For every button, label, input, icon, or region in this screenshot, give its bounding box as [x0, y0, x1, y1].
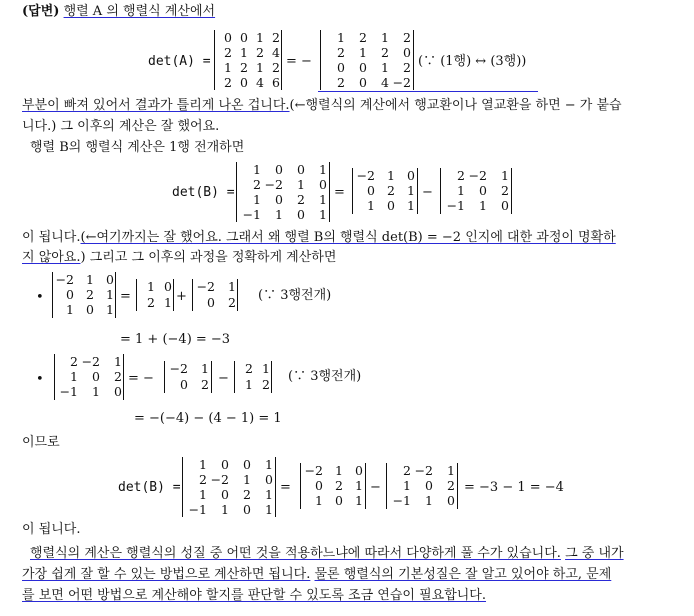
- matrix-entry: 0: [359, 74, 367, 90]
- detA-mid: = −: [286, 54, 312, 69]
- matrix-entry: 0: [447, 493, 455, 509]
- matrix-entry: 0: [86, 302, 94, 318]
- matrix-entry: 1: [199, 486, 207, 502]
- matrix-entry: −2: [356, 167, 375, 183]
- comment2-note: (←여기까지는 잘 했어요. 그래서 왜 행렬 B의 행렬식 det(B) = −2 인지에 대한 과정이 명확하: [80, 230, 616, 245]
- matrix-entry: 4: [272, 44, 280, 60]
- detA-matrix-2: [320, 30, 414, 90]
- matrix-entry: 1: [256, 59, 264, 75]
- matrix-entry: 1: [381, 59, 389, 75]
- matrix-entry: 0: [367, 183, 375, 198]
- closing-line1b: 그 중 내가: [565, 546, 624, 561]
- matrix-entry: 1: [425, 493, 433, 509]
- closing-line3: 를 보면 어떤 방법으로 계산해야 할지를 판단할 수 있도록 조금 연습이 필요합니다.: [22, 588, 487, 603]
- matrix-entry: 0: [479, 183, 487, 198]
- matrix-entry: 1: [319, 161, 327, 177]
- step1-minor-a: [136, 279, 174, 311]
- matrix-entry: 2: [147, 295, 155, 310]
- matrix-entry: 2: [501, 183, 509, 198]
- matrix-entry: −2: [264, 176, 283, 192]
- matrix-entry: 1: [253, 191, 261, 207]
- matrix-entry: 0: [221, 486, 229, 502]
- matrix-entry: 1: [355, 478, 363, 493]
- matrix-entry: 0: [407, 167, 415, 183]
- final-minus: −: [370, 480, 381, 495]
- matrix-entry: 0: [180, 377, 188, 392]
- matrix-entry: 1: [407, 183, 415, 198]
- matrix-entry: 0: [164, 279, 172, 294]
- closing-line1a: 행렬식의 계산은 행렬식의 성질 중 어떤 것을 적용하느냐에 따라서 다양하게 풀 수가 있습니다.: [30, 546, 561, 561]
- matrix-entry: 1: [253, 161, 261, 177]
- matrix-entry: 0: [337, 59, 345, 75]
- matrix-entry: 1: [66, 302, 74, 318]
- matrix-entry: 1: [92, 384, 100, 400]
- matrix-entry: 4: [256, 74, 264, 90]
- closing-line2a: 가장 쉽게 잘 할 수 있는 방법으로 계산하면 됩니다.: [22, 567, 311, 582]
- matrix-entry: 2: [224, 74, 232, 90]
- matrix-entry: 0: [66, 287, 74, 302]
- matrix-entry: 2: [199, 471, 207, 487]
- matrix-entry: 1: [297, 176, 305, 192]
- step2-note: (∵ 3행전개): [288, 369, 362, 384]
- matrix-entry: 1: [479, 198, 487, 214]
- matrix-entry: 2: [272, 29, 280, 45]
- matrix-entry: −2: [210, 471, 229, 487]
- final-result: = −3 − 1 = −4: [464, 480, 564, 495]
- step2-minor-b: [234, 361, 272, 393]
- matrix-entry: −1: [59, 384, 78, 400]
- matrix-entry: 0: [240, 74, 248, 90]
- matrix-entry: −2: [169, 361, 188, 376]
- matrix-entry: 1: [265, 456, 273, 472]
- matrix-entry: 1: [319, 206, 327, 222]
- matrix-entry: 2: [359, 29, 367, 45]
- intro-text: 행렬 A 의 행렬식 계산에서: [63, 4, 216, 19]
- matrix-entry: 1: [407, 198, 415, 214]
- matrix-entry: 0: [207, 295, 215, 310]
- matrix-entry: 1: [106, 302, 114, 318]
- matrix-entry: 2: [224, 44, 232, 60]
- matrix-entry: 1: [337, 29, 345, 45]
- matrix-entry: 0: [243, 456, 251, 472]
- matrix-entry: 2: [70, 353, 78, 369]
- final-sub-1: [300, 463, 366, 509]
- matrix-entry: 2: [447, 478, 455, 493]
- after-text: 이 됩니다.: [22, 522, 81, 537]
- matrix-entry: −2: [81, 353, 100, 369]
- matrix-entry: 2: [253, 176, 261, 192]
- matrix-entry: 0: [243, 501, 251, 517]
- matrix-entry: −2: [55, 271, 74, 287]
- matrix-entry: −2: [414, 462, 433, 478]
- detA-underline: [318, 91, 538, 92]
- matrix-entry: 0: [265, 471, 273, 487]
- matrix-entry: 1: [245, 377, 253, 392]
- final-matrix: [182, 457, 276, 517]
- matrix-entry: 1: [315, 493, 323, 509]
- matrix-entry: 2: [337, 74, 345, 90]
- detB-matrix: [236, 162, 330, 222]
- matrix-entry: 2: [337, 44, 345, 60]
- matrix-entry: 1: [275, 206, 283, 222]
- bullet-2: •: [36, 372, 44, 387]
- matrix-entry: 2: [245, 361, 253, 376]
- matrix-entry: 1: [243, 471, 251, 487]
- matrix-entry: −1: [188, 501, 207, 517]
- matrix-entry: 0: [106, 271, 114, 287]
- matrix-entry: 0: [221, 456, 229, 472]
- comment1-line2: 니다.) 그 이후의 계산은 잘 했어요.: [22, 119, 220, 134]
- matrix-entry: 0: [224, 29, 232, 45]
- matrix-entry: 2: [262, 377, 270, 392]
- final-eq: =: [280, 480, 291, 495]
- comment2-cont: ) 그리고 그 이후의 과정을 정확하게 계산하면: [80, 250, 337, 265]
- matrix-entry: 1: [240, 44, 248, 60]
- matrix-entry: 1: [114, 353, 122, 369]
- matrix-entry: 1: [86, 271, 94, 287]
- matrix-entry: −2: [196, 279, 215, 294]
- matrix-entry: −2: [304, 462, 323, 478]
- step1-plus: +: [176, 289, 187, 304]
- step1-result: = 1 + (−4) = −3: [120, 332, 231, 347]
- matrix-entry: 1: [256, 29, 264, 45]
- matrix-entry: 1: [164, 295, 172, 310]
- matrix-entry: 1: [457, 183, 465, 198]
- matrix-entry: 2: [86, 287, 94, 302]
- matrix-entry: 2: [457, 167, 465, 183]
- matrix-entry: 1: [335, 462, 343, 478]
- matrix-entry: 1: [228, 279, 236, 294]
- matrix-entry: 2: [201, 377, 209, 392]
- matrix-entry: 2: [243, 486, 251, 502]
- matrix-entry: 1: [319, 191, 327, 207]
- matrix-entry: 1: [367, 198, 375, 214]
- matrix-entry: 2: [403, 29, 411, 45]
- matrix-entry: −2: [468, 167, 487, 183]
- matrix-entry: 0: [335, 493, 343, 509]
- matrix-entry: 1: [221, 501, 229, 517]
- detA-lhs: det(A) =: [148, 54, 211, 69]
- matrix-entry: 1: [265, 501, 273, 517]
- answer-label: (답변): [22, 4, 60, 19]
- comment1-main: 부분이 빠져 있어서 결과가 틀리게 나온 겁니다.: [22, 98, 290, 113]
- matrix-entry: 0: [297, 161, 305, 177]
- matrix-entry: 0: [501, 198, 509, 214]
- comment1-note: (←행렬식의 계산에서 행교환이나 열교환을 하면 − 가 붙습: [289, 98, 622, 113]
- matrix-entry: 1: [201, 361, 209, 376]
- therefore-text: 이므로: [22, 435, 60, 450]
- detB-lhs: det(B) =: [172, 185, 235, 200]
- matrix-entry: 0: [359, 59, 367, 75]
- matrix-entry: 1: [70, 369, 78, 384]
- matrix-entry: 4: [381, 74, 389, 90]
- step1-matrix: [52, 272, 116, 318]
- detB-sub-1: [352, 168, 418, 214]
- matrix-entry: 1: [381, 29, 389, 45]
- step1-note: (∵ 3행전개): [258, 288, 332, 303]
- matrix-entry: 2: [272, 59, 280, 75]
- matrix-entry: 0: [355, 462, 363, 478]
- matrix-entry: 0: [403, 44, 411, 60]
- matrix-entry: 0: [240, 29, 248, 45]
- detB-sub-2: [440, 168, 512, 214]
- matrix-entry: 0: [315, 478, 323, 493]
- matrix-entry: 0: [387, 198, 395, 214]
- matrix-entry: 1: [265, 486, 273, 502]
- matrix-entry: 2: [335, 478, 343, 493]
- matrix-entry: 0: [297, 206, 305, 222]
- matrix-entry: 6: [272, 74, 280, 90]
- matrix-entry: 1: [355, 493, 363, 509]
- matrix-entry: 2: [387, 183, 395, 198]
- matrix-entry: 0: [319, 176, 327, 192]
- matrix-entry: 1: [403, 478, 411, 493]
- step1-minor-b: [192, 279, 238, 311]
- matrix-entry: 2: [297, 191, 305, 207]
- matrix-entry: 2: [228, 295, 236, 310]
- matrix-entry: 2: [403, 59, 411, 75]
- comment2-start: 이 됩니다.: [22, 230, 81, 245]
- matrix-entry: 1: [359, 44, 367, 60]
- step2-minor-a: [164, 361, 212, 393]
- matrix-entry: 0: [425, 478, 433, 493]
- matrix-entry: −1: [392, 493, 411, 509]
- matrix-entry: −2: [392, 74, 411, 90]
- detB-intro: 행렬 B의 행렬식 계산은 1행 전개하면: [30, 140, 245, 155]
- final-lhs: det(B) =: [118, 480, 181, 495]
- detB-eq: =: [334, 185, 345, 200]
- matrix-entry: 2: [114, 369, 122, 384]
- step2-result: = −(−4) − (4 − 1) = 1: [134, 411, 282, 426]
- matrix-entry: 1: [501, 167, 509, 183]
- matrix-entry: 1: [387, 167, 395, 183]
- detA-matrix-1: [214, 30, 282, 90]
- matrix-entry: 2: [256, 44, 264, 60]
- step2-minus: −: [218, 371, 229, 386]
- final-sub-2: [386, 463, 458, 509]
- matrix-entry: 1: [147, 279, 155, 294]
- matrix-entry: 1: [199, 456, 207, 472]
- matrix-entry: 0: [114, 384, 122, 400]
- step2-eq: = −: [128, 371, 154, 386]
- closing-line2b: 물론 행렬식의 기본성질은 잘 알고 있어야 하고, 문제: [314, 567, 612, 582]
- matrix-entry: 1: [447, 462, 455, 478]
- step2-matrix: [54, 354, 124, 400]
- matrix-entry: 2: [403, 462, 411, 478]
- matrix-entry: 0: [275, 191, 283, 207]
- matrix-entry: −1: [242, 206, 261, 222]
- step1-eq: =: [120, 289, 131, 304]
- matrix-entry: 0: [275, 161, 283, 177]
- bullet-1: •: [36, 290, 44, 305]
- matrix-entry: 1: [262, 361, 270, 376]
- matrix-entry: 1: [106, 287, 114, 302]
- matrix-entry: 0: [92, 369, 100, 384]
- matrix-entry: 2: [240, 59, 248, 75]
- matrix-entry: −1: [446, 198, 465, 214]
- matrix-entry: 2: [381, 44, 389, 60]
- comment2-end: 지 않아요.: [22, 250, 81, 265]
- matrix-entry: 1: [224, 59, 232, 75]
- detA-note: (∵ (1행) ↔ (3행)): [418, 54, 527, 69]
- detB-minus: −: [422, 185, 433, 200]
